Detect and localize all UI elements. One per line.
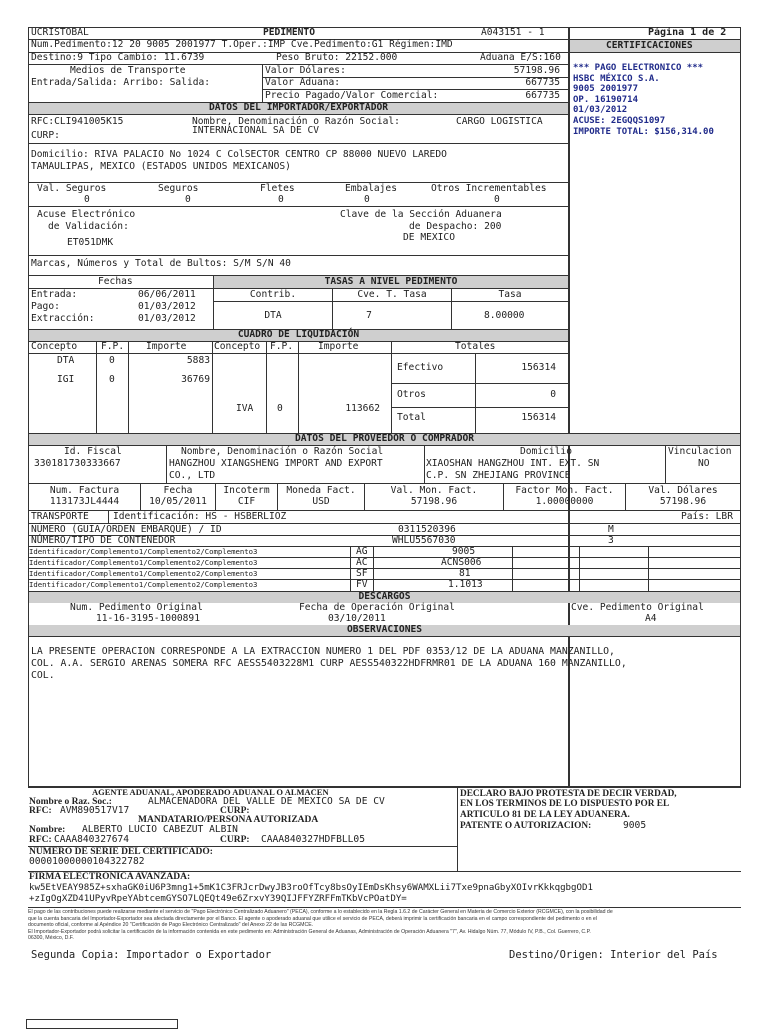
descargos-fecha-value: 03/10/2011 [328,613,386,624]
liq-importe-header-2: Importe [318,341,359,352]
importador-section-title: DATOS DEL IMPORTADOR/EXPORTADOR [208,102,389,113]
liq-dta-fp: 0 [109,355,115,366]
liq-totales-header: Totales [455,341,496,352]
clave-seccion-2: de Despacho: 200 [409,221,502,232]
tasas-tasa-value: 8.00000 [484,310,525,321]
mandatario-curp-label: CURP: [220,835,250,845]
mandatario-rfc-label: RFC: [29,835,52,845]
clave-seccion-1: Clave de la Sección Aduanera [340,209,502,220]
factura-incoterm-value: CIF [237,496,256,507]
serie-certificado-value: 00001000000104322782 [29,856,145,867]
firma-line-1: kw5EtVEAY985Z+sxhaGK0iU6P3mng1+5mK1C3FRJcrDwyJB3roOfTcy8bsOyIEmDsKhsy6WAMXLii7Txe9pnaGbyXOIvrKkkqgbgOD1 [29,883,593,893]
fecha-entrada-value: 06/06/2011 [138,289,196,300]
clave-seccion-3: DE MEXICO [403,232,455,243]
total-otros-value: 0 [550,389,556,400]
liq-igi-concepto: IGI [57,374,75,385]
fine-print: El pago de las contribuciones puede realizarse mediante el servicio de "Pago Electrónico Centralizado Aduanero" (PECA), conforme a lo establecido en la Regla 1.6.2 de Carácter General en Materia de Comercio Exterior (RCGMCE), con la posibilidad de que la cuenta bancaria del Importador-Exportador sea afectada directamente por el Banco. El agente o apoderado aduanal que utilice el servicio de PECA, deberá imprimir la certificación bancaria en el campo correspondiente del pedimento o en el documento oficial, conforme al Apéndice 20 "Certificación de Pago Electrónico Centralizado" del Anexo 22 de las RCGMCE. El Importador-Exportador podrá solicitar la certificación de la información contenida en este pedimento en: Administración General de Aduanas, Administración de Operación Aduanera "7", Av. Hidalgo Núm. 77, Módulo IV, P.B., Col. Guerrero, C.P. 06300, México, D.F. [28,909,613,941]
fletes-value: 0 [278,194,284,205]
identificador-code-1: AG [356,546,368,557]
identificador-label-2: Identificador/Complemento1/Complemento2/Complemento3 [29,558,258,567]
importador-domicilio-2: TAMAULIPAS, MEXICO (ESTADOS UNIDOS MEXICANOS) [31,161,291,172]
tasas-cve-header: Cve. T. Tasa [357,289,427,300]
valor-aduana-value: 667735 [525,77,560,88]
liq-iva-fp: 0 [277,403,283,414]
proveedor-nombre-label: Nombre, Denominación o Razón Social [181,446,384,457]
mandatario-title: MANDATARIO/PERSONA AUTORIZADA [138,815,319,825]
marcas-bultos: Marcas, Números y Total de Bultos: S/M S/N 40 [31,258,291,269]
copia-label: Segunda Copia: Importador o Exportador [31,949,272,961]
importador-nombre-label: Nombre, Denominación o Razón Social: [192,116,400,127]
total-efectivo-value: 156314 [521,362,556,373]
descargos-num-header: Num. Pedimento Original [70,602,203,613]
tasas-contrib-value: DTA [264,310,282,321]
page-label: Página 1 de 2 [648,27,727,38]
observaciones-text: LA PRESENTE OPERACION CORRESPONDE A LA EXTRACCION NUMERO 1 DEL PDF 0353/12 DE LA ADUANA MANZANILLO, COL. A.A. SERGIO ARENAS SOMERA RFC AESS5403228M1 CURP AESS540322HDFRMR01 DE LA ADUANA 160 MANZANILLO, COL. [31,646,627,682]
blank-box [26,1019,178,1029]
id-fiscal-value: 330181730333667 [34,458,121,469]
descargos-fecha-header: Fecha de Operación Original [299,602,455,613]
proveedor-domicilio-2: C.P. SN ZHEJIANG PROVINCE [426,470,571,481]
proveedor-domicilio-1: XIAOSHAN HANGZHOU INT. EXT. SN [426,458,600,469]
otros-incrementables-header: Otros Incrementables [431,183,547,194]
val-seguros-header: Val. Seguros [37,183,107,194]
firma-line-2: +zIgOgXZD41UPyvRpeYAbtcemGYSO7LQEQt49e6ZrxvY39QIJFFYZRFFmTKbVcPOatDY= [29,894,407,904]
identificador-value-3: 81 [459,568,471,579]
factura-incoterm-header: Incoterm [223,485,270,496]
header-ref: A043151 - 1 [481,27,545,38]
agente-rfc-label: RFC: [29,806,52,816]
descargos-title: DESCARGOS [358,591,411,602]
vinculacion-label: Vinculacion [668,446,732,457]
tasas-cve-value: 7 [366,310,372,321]
num-pedimento-row: Num.Pedimento:12 20 9005 2001977 T.Oper.:IMP Cve.Pedimento:G1 Régimen:IMD [31,39,453,50]
guia-value: 0311520396 [398,524,456,535]
patente-label: PATENTE O AUTORIZACION: [460,821,592,831]
mandatario-nombre-label: Nombre: [29,825,66,835]
guia-label: NÚMERO (GUIA/ORDEN EMBARQUE) / ID [31,524,222,535]
mandatario-curp: CAAA840327HDFBLL05 [261,834,365,845]
liq-igi-importe: 36769 [181,374,210,385]
fecha-pago-value: 01/03/2012 [138,301,196,312]
certificacion-pago: *** PAGO ELECTRONICO *** HSBC MÉXICO S.A. 9005 2001977 OP. 16190714 01/03/2012 ACUSE: 2EGQQS1097 IMPORTE TOTAL: $156,314.00 [573,63,714,137]
acuse-label-1: Acuse Electrónico [37,209,136,220]
descargos-num-value: 11-16-3195-1000891 [96,613,200,624]
identificador-code-4: FV [356,579,368,590]
acuse-value: ET051DMK [67,237,114,248]
factura-valmon-value: 57198.96 [410,496,458,507]
valor-aduana-label: Valor Aduana: [265,77,341,88]
acuse-label-2: de Validación: [48,221,129,232]
factura-valmon-header: Val. Mon. Fact. [390,485,478,496]
proveedor-nombre-1: HANGZHOU XIANGSHENG IMPORT AND EXPORT [169,458,383,469]
total-total-label: Total [397,412,426,423]
total-efectivo-label: Efectivo [397,362,444,373]
certificaciones-title: CERTIFICACIONES [606,40,693,51]
transporte-pais: País: LBR [681,511,733,522]
val-seguros-value: 0 [84,194,90,205]
fecha-entrada-label: Entrada: [31,289,78,300]
observaciones-title: OBSERVACIONES [346,624,423,635]
factura-valdolares-header: Val. Dólares [648,485,718,496]
descargos-cve-header: Cve. Pedimento Original [571,602,704,613]
liq-dta-concepto: DTA [57,355,75,366]
liq-concepto-header-2: Concepto [214,341,261,352]
medios-transporte: Medios de Transporte [70,65,186,76]
entrada-salida: Entrada/Salida: Arribo: Salida: [31,77,211,88]
destino-tipo-cambio: Destino:9 Tipo Cambio: 11.6739 [31,52,205,63]
factura-factor-header: Factor Mon. Fact. [515,485,614,496]
agente-title: AGENTE ADUANAL, APODERADO ADUANAL O ALMACEN [92,787,329,797]
agente-rfc: AVM890517V17 [60,805,130,816]
liq-concepto-header-1: Concepto [31,341,78,352]
proveedor-section-title: DATOS DEL PROVEEDOR O COMPRADOR [294,433,475,444]
liq-dta-importe: 5883 [186,355,210,366]
seguros-value: 0 [185,194,191,205]
liq-iva-concepto: IVA [236,403,254,414]
importador-nombre-2: INTERNACIONAL SA DE CV [192,125,320,136]
tasas-contrib-header: Contrib. [249,289,297,300]
identificador-label-4: Identificador/Complemento1/Complemento2/Complemento3 [29,580,258,589]
factura-moneda-value: USD [312,496,330,507]
document-title: PEDIMENTO [263,27,315,38]
peso-bruto: Peso Bruto: 22152.000 [276,52,398,63]
total-otros-label: Otros [397,389,426,400]
fletes-header: Fletes [260,183,295,194]
agente-curp-label: CURP: [220,806,250,816]
factura-num-header: Num. Factura [49,485,120,496]
factura-fecha-value: 10/05/2011 [149,496,207,507]
identificador-code-2: AC [356,557,368,568]
valor-dolares-value: 57198.96 [513,65,560,76]
factura-factor-value: 1.00000000 [535,496,594,507]
total-total-value: 156314 [521,412,556,423]
importador-domicilio-1: Domicilio: RIVA PALACIO No 1024 C ColSECTOR CENTRO CP 88000 NUEVO LAREDO [31,149,447,160]
transporte-identificacion: Identificación: HS - HSBERLIOZ [113,511,287,522]
serie-certificado-label: NUMERO DE SERIE DEL CERTIFICADO: [29,847,213,857]
fecha-extraccion-value: 01/03/2012 [138,313,196,324]
destino-origen-label: Destino/Origen: Interior del País [509,949,718,961]
identificador-code-3: SF [356,568,368,579]
factura-valdolares-value: 57198.96 [659,496,707,507]
transporte-label: TRANSPORTE [31,511,89,522]
embalajes-header: Embalajes [345,183,397,194]
mandatario-rfc: CAAA840327674 [54,834,130,845]
proveedor-domicilio-label: Domicilio [520,446,572,457]
descargos-cve-value: A4 [645,613,657,624]
liquidacion-title: CUADRO DE LIQUIDACIÓN [237,329,360,340]
agente-nombre: ALMACENADORA DEL VALLE DE MEXICO SA DE CV [148,796,385,807]
precio-pagado-label: Precio Pagado/Valor Comercial: [265,90,439,101]
identificador-value-2: ACNS006 [441,557,482,568]
contenedor-value: WHLU5567030 [392,535,456,546]
factura-num-value: 113173JL4444 [49,496,120,507]
identificador-value-4: 1.1013 [448,579,483,590]
liq-fp-header-1: F.P. [101,341,125,352]
factura-moneda-header: Moneda Fact. [286,485,356,496]
otros-incrementables-value: 0 [494,194,500,205]
identificador-label-3: Identificador/Complemento1/Complemento2/Complemento3 [29,569,258,578]
aduana-es: Aduana E/S:160 [480,52,561,63]
precio-pagado-value: 667735 [525,90,560,101]
importador-curp: CURP: [31,130,60,141]
id-fiscal-label: Id. Fiscal [64,446,122,457]
factura-fecha-header: Fecha [163,485,193,496]
valor-dolares-label: Valor Dólares: [265,65,346,76]
identificador-value-1: 9005 [452,546,476,557]
firma-label: FIRMA ELECTRONICA AVANZADA: [29,872,191,882]
mandatario-nombre: ALBERTO LUCIO CABEZUT ALBIN [82,824,238,835]
contenedor-tipo: 3 [608,535,614,546]
contenedor-label: NÚMERO/TIPO DE CONTENEDOR [31,535,176,546]
tasas-tasa-header: Tasa [498,289,522,300]
declaro-text: DECLARO BAJO PROTESTA DE DECIR VERDAD, EN LOS TERMINOS DE LO DISPUESTO POR EL ARTICULO 81 DE LA LEY ADUANERA. [460,789,677,820]
liq-importe-header-1: Importe [146,341,187,352]
agente-nombre-label: Nombre o Raz. Soc.: [29,797,112,807]
patente-value: 9005 [623,820,647,831]
liq-iva-importe: 113662 [345,403,380,414]
fecha-pago-label: Pago: [31,301,60,312]
fechas-title: Fechas [98,276,133,287]
proveedor-nombre-2: CO., LTD [169,470,216,481]
importador-nombre-1: CARGO LOGISTICA [456,116,543,127]
embalajes-value: 0 [364,194,370,205]
guia-tipo: M [608,524,614,535]
identificador-label-1: Identificador/Complemento1/Complemento2/Complemento3 [29,547,258,556]
header-user: UCRISTOBAL [31,27,89,38]
liq-igi-fp: 0 [109,374,115,385]
liq-fp-header-2: F.P. [270,341,294,352]
tasas-title: TASAS A NIVEL PEDIMENTO [324,276,458,287]
importador-rfc: RFC:CLI941005K15 [31,116,124,127]
seguros-header: Seguros [158,183,199,194]
fecha-extraccion-label: Extracción: [31,313,95,324]
vinculacion-value: NO [698,458,710,469]
